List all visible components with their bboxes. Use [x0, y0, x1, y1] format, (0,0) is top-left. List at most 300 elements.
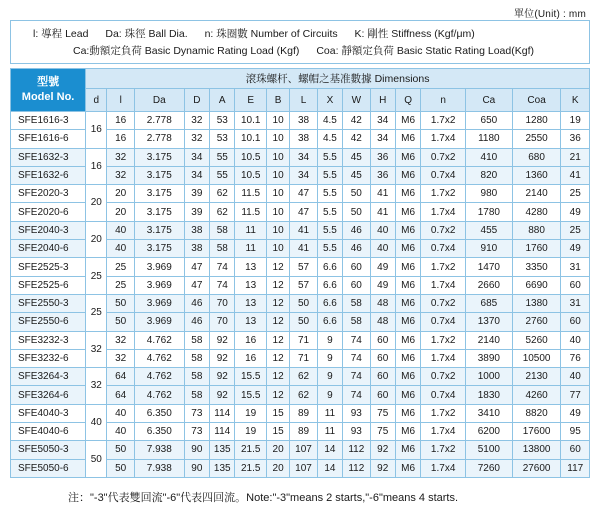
- cell-h: 40: [370, 240, 395, 258]
- cell-q: M6: [395, 130, 420, 148]
- column-header-w: W: [343, 89, 370, 112]
- cell-b: 10: [266, 148, 289, 166]
- cell-da: 4.762: [134, 331, 184, 349]
- model-cell: SFE5050-3: [11, 441, 86, 459]
- diameter-cell: 50: [86, 441, 107, 478]
- cell-q: M6: [395, 386, 420, 404]
- cell-ca: 2660: [466, 276, 513, 294]
- model-header-zh: 型號: [37, 76, 60, 88]
- cell-n: 1.7x4: [421, 203, 466, 221]
- cell-w: 42: [343, 112, 370, 130]
- model-cell: SFE1632-3: [11, 148, 86, 166]
- cell-n: 0.7x4: [421, 240, 466, 258]
- cell-d: 58: [184, 386, 209, 404]
- cell-ca: 685: [466, 294, 513, 312]
- cell-l: 40: [107, 423, 134, 441]
- column-header-b: B: [266, 89, 289, 112]
- cell-l: 41: [290, 221, 317, 239]
- cell-a: 62: [210, 185, 235, 203]
- cell-da: 3.175: [134, 221, 184, 239]
- cell-x: 4.5: [317, 112, 342, 130]
- diameter-cell: 40: [86, 404, 107, 441]
- cell-coa: 1280: [512, 112, 561, 130]
- cell-n: 1.7x2: [421, 112, 466, 130]
- column-header-d: d: [86, 89, 107, 112]
- cell-l: 20: [107, 203, 134, 221]
- cell-a: 70: [210, 313, 235, 331]
- cell-e: 11.5: [235, 185, 266, 203]
- cell-b: 12: [266, 368, 289, 386]
- cell-l: 50: [107, 441, 134, 459]
- specs-table: [10, 68, 590, 478]
- cell-coa: 4260: [512, 386, 561, 404]
- cell-q: M6: [395, 441, 420, 459]
- cell-k: 49: [561, 240, 590, 258]
- cell-b: 12: [266, 294, 289, 312]
- cell-da: 3.969: [134, 276, 184, 294]
- cell-d: 58: [184, 331, 209, 349]
- cell-e: 16: [235, 331, 266, 349]
- diameter-cell: 20: [86, 221, 107, 258]
- model-cell: SFE2525-3: [11, 258, 86, 276]
- cell-n: 1.7x4: [421, 130, 466, 148]
- cell-l: 41: [290, 240, 317, 258]
- cell-ca: 7260: [466, 459, 513, 477]
- diameter-cell: 25: [86, 294, 107, 331]
- cell-k: 49: [561, 203, 590, 221]
- cell-x: 5.5: [317, 185, 342, 203]
- column-header-da: Da: [134, 89, 184, 112]
- column-header-h: H: [370, 89, 395, 112]
- diameter-cell: 20: [86, 185, 107, 222]
- cell-d: 46: [184, 294, 209, 312]
- cell-coa: 6690: [512, 276, 561, 294]
- cell-k: 40: [561, 368, 590, 386]
- cell-n: 1.7x2: [421, 331, 466, 349]
- cell-k: 76: [561, 349, 590, 367]
- column-header-coa: Coa: [512, 89, 561, 112]
- footnote: 注："-3"代表雙回流"-6"代表四回流。Note:"-3"means 2 starts,"-6"means 4 starts.: [68, 492, 459, 504]
- cell-da: 3.175: [134, 203, 184, 221]
- legend-box: [10, 20, 590, 64]
- cell-da: 3.969: [134, 258, 184, 276]
- cell-da: 3.175: [134, 240, 184, 258]
- cell-x: 6.6: [317, 258, 342, 276]
- cell-coa: 27600: [512, 459, 561, 477]
- cell-da: 3.175: [134, 185, 184, 203]
- cell-k: 77: [561, 386, 590, 404]
- cell-ca: 5100: [466, 441, 513, 459]
- cell-l: 89: [290, 404, 317, 422]
- cell-k: 25: [561, 221, 590, 239]
- cell-b: 15: [266, 404, 289, 422]
- cell-d: 58: [184, 349, 209, 367]
- cell-l: 25: [107, 276, 134, 294]
- cell-da: 6.350: [134, 423, 184, 441]
- diameter-cell: 32: [86, 331, 107, 368]
- cell-x: 5.5: [317, 240, 342, 258]
- cell-h: 60: [370, 331, 395, 349]
- cell-b: 10: [266, 166, 289, 184]
- cell-coa: 880: [512, 221, 561, 239]
- cell-q: M6: [395, 459, 420, 477]
- table-row: [11, 368, 590, 386]
- cell-h: 41: [370, 185, 395, 203]
- cell-n: 1.7x4: [421, 459, 466, 477]
- cell-d: 73: [184, 404, 209, 422]
- cell-l: 50: [107, 459, 134, 477]
- cell-d: 73: [184, 423, 209, 441]
- model-header-en: Model No.: [21, 91, 75, 103]
- model-cell: SFE1616-3: [11, 112, 86, 130]
- cell-l: 40: [107, 404, 134, 422]
- cell-q: M6: [395, 331, 420, 349]
- cell-ca: 3410: [466, 404, 513, 422]
- cell-l: 64: [107, 368, 134, 386]
- cell-coa: 13800: [512, 441, 561, 459]
- cell-w: 74: [343, 368, 370, 386]
- cell-k: 40: [561, 331, 590, 349]
- cell-h: 75: [370, 423, 395, 441]
- cell-k: 31: [561, 294, 590, 312]
- cell-q: M6: [395, 203, 420, 221]
- cell-e: 11: [235, 221, 266, 239]
- cell-n: 1.7x2: [421, 404, 466, 422]
- cell-e: 13: [235, 258, 266, 276]
- cell-h: 36: [370, 148, 395, 166]
- diameter-cell: 16: [86, 148, 107, 185]
- model-cell: SFE1616-6: [11, 130, 86, 148]
- cell-x: 9: [317, 349, 342, 367]
- cell-a: 62: [210, 203, 235, 221]
- cell-b: 12: [266, 258, 289, 276]
- cell-ca: 1470: [466, 258, 513, 276]
- legend-dynamic-load: Ca:動額定負荷 Basic Dynamic Rating Load (Kgf): [73, 45, 300, 57]
- cell-ca: 910: [466, 240, 513, 258]
- legend-circuits: n: 珠圈數 Number of Circuits: [204, 28, 338, 40]
- cell-l: 62: [290, 386, 317, 404]
- cell-w: 112: [343, 459, 370, 477]
- cell-d: 47: [184, 276, 209, 294]
- cell-b: 12: [266, 386, 289, 404]
- cell-l: 32: [107, 148, 134, 166]
- cell-da: 7.938: [134, 459, 184, 477]
- cell-n: 1.7x2: [421, 185, 466, 203]
- cell-e: 10.5: [235, 148, 266, 166]
- cell-h: 49: [370, 276, 395, 294]
- cell-h: 36: [370, 166, 395, 184]
- cell-coa: 1360: [512, 166, 561, 184]
- cell-b: 10: [266, 203, 289, 221]
- cell-ca: 2140: [466, 331, 513, 349]
- cell-n: 0.7x4: [421, 166, 466, 184]
- unit-label: 單位(Unit) : mm: [513, 9, 586, 20]
- cell-da: 3.969: [134, 294, 184, 312]
- model-cell: SFE3264-6: [11, 386, 86, 404]
- cell-ca: 1780: [466, 203, 513, 221]
- cell-e: 19: [235, 404, 266, 422]
- cell-n: 1.7x2: [421, 258, 466, 276]
- cell-x: 9: [317, 368, 342, 386]
- cell-ca: 1830: [466, 386, 513, 404]
- cell-w: 50: [343, 203, 370, 221]
- column-header-l: l: [107, 89, 134, 112]
- cell-a: 92: [210, 386, 235, 404]
- cell-q: M6: [395, 112, 420, 130]
- cell-w: 46: [343, 221, 370, 239]
- cell-x: 5.5: [317, 221, 342, 239]
- cell-x: 6.6: [317, 276, 342, 294]
- cell-h: 49: [370, 258, 395, 276]
- cell-d: 34: [184, 148, 209, 166]
- cell-h: 48: [370, 294, 395, 312]
- cell-n: 0.7x4: [421, 313, 466, 331]
- cell-l: 107: [290, 459, 317, 477]
- column-header-d: D: [184, 89, 209, 112]
- cell-b: 10: [266, 185, 289, 203]
- cell-da: 3.175: [134, 166, 184, 184]
- cell-ca: 3890: [466, 349, 513, 367]
- legend-ball-dia: Da: 珠徑 Ball Dia.: [105, 28, 188, 40]
- cell-q: M6: [395, 349, 420, 367]
- cell-n: 1.7x2: [421, 441, 466, 459]
- cell-e: 10.5: [235, 166, 266, 184]
- dimensions-header: 滾珠螺杆、螺帽之基准數據 Dimensions: [86, 69, 590, 89]
- cell-e: 15.5: [235, 368, 266, 386]
- table-row: [11, 185, 590, 203]
- cell-coa: 2140: [512, 185, 561, 203]
- cell-n: 0.7x4: [421, 386, 466, 404]
- cell-l: 25: [107, 258, 134, 276]
- table-row: [11, 294, 590, 312]
- cell-q: M6: [395, 368, 420, 386]
- cell-q: M6: [395, 313, 420, 331]
- cell-n: 0.7x2: [421, 221, 466, 239]
- cell-l: 89: [290, 423, 317, 441]
- cell-k: 25: [561, 185, 590, 203]
- cell-x: 11: [317, 404, 342, 422]
- cell-l: 50: [290, 313, 317, 331]
- cell-w: 93: [343, 423, 370, 441]
- cell-e: 11.5: [235, 203, 266, 221]
- cell-a: 53: [210, 130, 235, 148]
- column-header-e: E: [235, 89, 266, 112]
- cell-n: 0.7x2: [421, 368, 466, 386]
- cell-q: M6: [395, 240, 420, 258]
- cell-e: 19: [235, 423, 266, 441]
- cell-l: 50: [290, 294, 317, 312]
- column-header-a: A: [210, 89, 235, 112]
- cell-w: 60: [343, 276, 370, 294]
- column-header-q: Q: [395, 89, 420, 112]
- cell-b: 12: [266, 331, 289, 349]
- table-row: [11, 258, 590, 276]
- table-row: [11, 148, 590, 166]
- cell-l: 71: [290, 331, 317, 349]
- cell-coa: 680: [512, 148, 561, 166]
- cell-w: 74: [343, 386, 370, 404]
- cell-n: 1.7x4: [421, 349, 466, 367]
- cell-da: 6.350: [134, 404, 184, 422]
- cell-e: 11: [235, 240, 266, 258]
- cell-b: 20: [266, 441, 289, 459]
- cell-coa: 2130: [512, 368, 561, 386]
- cell-a: 53: [210, 112, 235, 130]
- cell-l: 32: [107, 331, 134, 349]
- cell-w: 46: [343, 240, 370, 258]
- model-cell: SFE3232-3: [11, 331, 86, 349]
- cell-b: 12: [266, 276, 289, 294]
- cell-a: 92: [210, 349, 235, 367]
- cell-l: 16: [107, 112, 134, 130]
- diameter-cell: 32: [86, 368, 107, 405]
- cell-x: 5.5: [317, 148, 342, 166]
- cell-x: 5.5: [317, 203, 342, 221]
- cell-b: 12: [266, 313, 289, 331]
- legend-line-1: [11, 26, 589, 43]
- cell-e: 21.5: [235, 459, 266, 477]
- model-cell: SFE3264-3: [11, 368, 86, 386]
- cell-b: 15: [266, 423, 289, 441]
- cell-w: 45: [343, 148, 370, 166]
- cell-ca: 455: [466, 221, 513, 239]
- cell-l: 62: [290, 368, 317, 386]
- cell-l: 50: [107, 313, 134, 331]
- cell-d: 34: [184, 166, 209, 184]
- model-cell: SFE4040-6: [11, 423, 86, 441]
- cell-k: 36: [561, 130, 590, 148]
- cell-h: 60: [370, 368, 395, 386]
- table-row: [11, 221, 590, 239]
- model-cell: SFE2040-6: [11, 240, 86, 258]
- column-header-l: L: [290, 89, 317, 112]
- cell-coa: 10500: [512, 349, 561, 367]
- model-cell: SFE2550-6: [11, 313, 86, 331]
- cell-b: 10: [266, 130, 289, 148]
- column-header-n: n: [421, 89, 466, 112]
- cell-w: 74: [343, 331, 370, 349]
- cell-da: 7.938: [134, 441, 184, 459]
- cell-ca: 820: [466, 166, 513, 184]
- cell-coa: 2550: [512, 130, 561, 148]
- cell-da: 4.762: [134, 386, 184, 404]
- cell-w: 112: [343, 441, 370, 459]
- cell-k: 117: [561, 459, 590, 477]
- cell-d: 47: [184, 258, 209, 276]
- cell-q: M6: [395, 185, 420, 203]
- cell-a: 114: [210, 423, 235, 441]
- cell-n: 0.7x2: [421, 148, 466, 166]
- cell-h: 92: [370, 459, 395, 477]
- column-header-k: K: [561, 89, 590, 112]
- cell-w: 60: [343, 258, 370, 276]
- cell-h: 75: [370, 404, 395, 422]
- cell-q: M6: [395, 221, 420, 239]
- cell-coa: 1760: [512, 240, 561, 258]
- cell-x: 14: [317, 441, 342, 459]
- cell-l: 38: [290, 130, 317, 148]
- cell-x: 9: [317, 386, 342, 404]
- cell-k: 60: [561, 441, 590, 459]
- cell-coa: 17600: [512, 423, 561, 441]
- cell-k: 95: [561, 423, 590, 441]
- cell-d: 90: [184, 459, 209, 477]
- cell-k: 41: [561, 166, 590, 184]
- cell-w: 45: [343, 166, 370, 184]
- model-cell: SFE5050-6: [11, 459, 86, 477]
- cell-k: 60: [561, 313, 590, 331]
- cell-e: 16: [235, 349, 266, 367]
- cell-b: 12: [266, 349, 289, 367]
- legend-lead: l: 導程 Lead: [33, 28, 89, 40]
- cell-h: 48: [370, 313, 395, 331]
- cell-da: 4.762: [134, 349, 184, 367]
- legend-static-load: Coa: 靜額定負荷 Basic Static Rating Load(Kgf): [316, 45, 534, 57]
- cell-x: 6.6: [317, 294, 342, 312]
- cell-l: 34: [290, 166, 317, 184]
- cell-a: 55: [210, 148, 235, 166]
- table-row: [11, 331, 590, 349]
- cell-q: M6: [395, 148, 420, 166]
- cell-x: 11: [317, 423, 342, 441]
- cell-l: 57: [290, 276, 317, 294]
- cell-ca: 1000: [466, 368, 513, 386]
- cell-b: 10: [266, 240, 289, 258]
- cell-a: 135: [210, 459, 235, 477]
- cell-x: 6.6: [317, 313, 342, 331]
- legend-stiffness: K: 剛性 Stiffness (Kgf/μm): [354, 28, 475, 40]
- model-cell: SFE2040-3: [11, 221, 86, 239]
- cell-d: 38: [184, 240, 209, 258]
- cell-q: M6: [395, 423, 420, 441]
- cell-ca: 1370: [466, 313, 513, 331]
- cell-n: 1.7x4: [421, 276, 466, 294]
- cell-a: 74: [210, 276, 235, 294]
- cell-coa: 2760: [512, 313, 561, 331]
- cell-d: 38: [184, 221, 209, 239]
- cell-ca: 410: [466, 148, 513, 166]
- cell-e: 13: [235, 294, 266, 312]
- cell-l: 34: [290, 148, 317, 166]
- cell-ca: 980: [466, 185, 513, 203]
- cell-b: 10: [266, 221, 289, 239]
- cell-a: 92: [210, 331, 235, 349]
- cell-h: 60: [370, 349, 395, 367]
- cell-q: M6: [395, 404, 420, 422]
- cell-e: 13: [235, 313, 266, 331]
- cell-a: 70: [210, 294, 235, 312]
- cell-da: 2.778: [134, 130, 184, 148]
- cell-w: 50: [343, 185, 370, 203]
- cell-d: 58: [184, 368, 209, 386]
- diameter-cell: 16: [86, 112, 107, 149]
- diameter-cell: 25: [86, 258, 107, 295]
- cell-e: 21.5: [235, 441, 266, 459]
- model-header: [11, 69, 86, 112]
- cell-a: 58: [210, 240, 235, 258]
- cell-d: 46: [184, 313, 209, 331]
- model-cell: SFE3232-6: [11, 349, 86, 367]
- table-row: [11, 404, 590, 422]
- cell-x: 5.5: [317, 166, 342, 184]
- cell-d: 39: [184, 185, 209, 203]
- cell-l: 40: [107, 221, 134, 239]
- column-header-row: [11, 89, 590, 112]
- cell-x: 9: [317, 331, 342, 349]
- cell-w: 74: [343, 349, 370, 367]
- cell-b: 20: [266, 459, 289, 477]
- cell-d: 32: [184, 130, 209, 148]
